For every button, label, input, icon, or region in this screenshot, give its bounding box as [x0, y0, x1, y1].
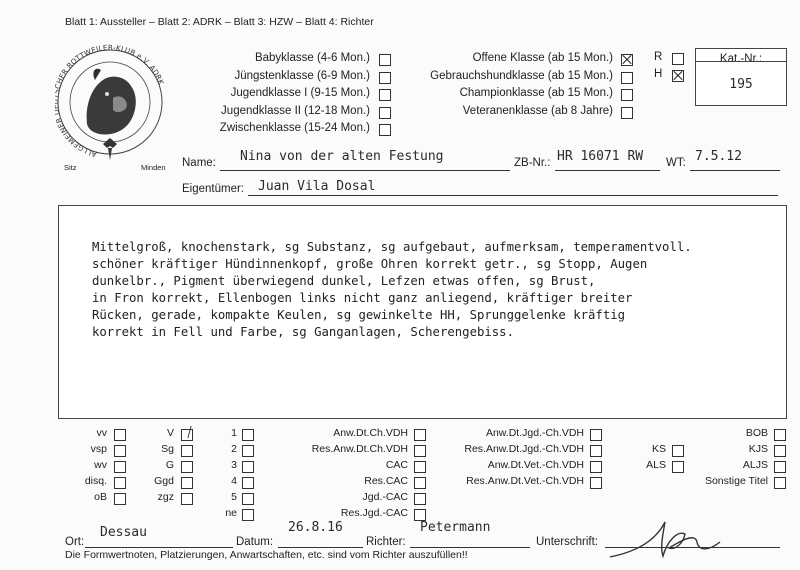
critique-line: Rücken, gerade, kompakte Keulen, sg gewinkelte HH, Sprunggelenke kräftig: [92, 308, 626, 322]
grades_col2-checkbox-zgz[interactable]: [181, 493, 193, 505]
grades_col2-label-ggd: Ggd: [154, 475, 174, 487]
grades_col2-label-v: V: [166, 427, 174, 439]
owner-value[interactable]: Juan Vila Dosal: [258, 179, 376, 194]
placings-label-1: 1: [231, 427, 237, 439]
titles_a-checkbox-anw-dt-ch-vdh[interactable]: [414, 429, 426, 441]
titles_b-checkbox-anw-dt-jgd-ch-vdh[interactable]: [590, 429, 602, 441]
titles_d-label-aljs: ALJS: [742, 459, 768, 471]
unterschrift-label: Unterschrift:: [536, 536, 598, 548]
grades_col2-label-g: G: [165, 459, 174, 471]
critique-line: in Fron korrekt, Ellenbogen links nicht ganz anliegend, kräftiger breiter: [92, 291, 633, 305]
placings-checkbox-2[interactable]: [242, 445, 254, 457]
titles_b-label-res-anw-dt-vet-ch-vdh: Res.Anw.Dt.Vet.-Ch.VDH: [466, 475, 584, 487]
adrk-logo: [55, 36, 165, 176]
grades_col1-checkbox-vsp[interactable]: [114, 445, 126, 457]
grades_col1-checkbox-disq[interactable]: [114, 477, 126, 489]
titles_b-checkbox-anw-dt-vet-ch-vdh[interactable]: [590, 461, 602, 473]
logo-ring-text: ALLGEMEINE HER ROTTWEILER-KLUB e.V. ADRK: [55, 42, 165, 160]
datum-value[interactable]: 26.8.16: [288, 520, 343, 535]
ort-label: Ort:: [65, 536, 85, 548]
class-label-championklasse-ab-15-mon: Championklasse (ab 15 Mon.): [459, 87, 613, 99]
sex-h-label: H: [654, 68, 663, 80]
zb-number-value[interactable]: HR 16071 RW: [557, 149, 644, 164]
titles_a-checkbox-cac[interactable]: [414, 461, 426, 473]
titles_a-label-jgd-cac: Jgd.-CAC: [362, 491, 408, 503]
titles_a-label-res-jgd-cac: Res.Jgd.-CAC: [340, 507, 408, 519]
grades_col2-checkbox-v[interactable]: [181, 429, 193, 441]
titles_d-label-sonstige-titel: Sonstige Titel: [704, 475, 768, 487]
titles_d-checkbox-kjs[interactable]: [774, 445, 786, 457]
titles_a-label-cac: CAC: [385, 459, 408, 471]
titles_a-checkbox-jgd-cac[interactable]: [414, 493, 426, 505]
class-label-j-ngstenklasse-6-9-mon: Jüngstenklasse (6-9 Mon.): [234, 69, 370, 82]
sheet-distribution-line: Blatt 1: Aussteller – Blatt 2: ADRK – Blatt 3: HZW – Blatt 4: Richter: [65, 16, 374, 28]
critique-box[interactable]: [58, 205, 787, 419]
katalog-box: [695, 48, 787, 106]
class-label-jugendklasse-ii-12-18-mon: Jugendklasse II (12-18 Mon.): [221, 104, 370, 117]
titles_b-checkbox-res-anw-dt-vet-ch-vdh[interactable]: [590, 477, 602, 489]
class-label-babyklasse-4-6-mon: Babyklasse (4-6 Mon.): [254, 52, 370, 64]
titles_c-checkbox-als[interactable]: [672, 461, 684, 473]
class-checkbox-gebrauchshundklasse-ab-15-mon[interactable]: [621, 72, 633, 84]
titles_c-label-ks: KS: [651, 443, 666, 455]
katalog-number[interactable]: 195: [729, 77, 753, 92]
sex-h-checkbox[interactable]: [672, 70, 684, 82]
ort-value[interactable]: Dessau: [100, 525, 147, 540]
grades_col1-label-ob: oB: [94, 491, 107, 503]
class-label-zwischenklasse-15-24-mon: Zwischenklasse (15-24 Mon.): [219, 122, 370, 134]
titles_d-label-kjs: KJS: [748, 443, 768, 455]
grades_col1-label-disq: disq.: [84, 475, 107, 487]
titles_a-label-res-anw-dt-ch-vdh: Res.Anw.Dt.Ch.VDH: [311, 443, 408, 455]
titles_d-checkbox-aljs[interactable]: [774, 461, 786, 473]
titles_a-checkbox-res-cac[interactable]: [414, 477, 426, 489]
grades_col1-checkbox-ob[interactable]: [114, 493, 126, 505]
name-label: Name:: [182, 157, 216, 169]
owner-label: Eigentümer:: [182, 183, 245, 195]
titles_b-checkbox-res-anw-dt-jgd-ch-vdh[interactable]: [590, 445, 602, 457]
class-label-offene-klasse-ab-15-mon: Offene Klasse (ab 15 Mon.): [472, 52, 613, 64]
placings-checkbox-3[interactable]: [242, 461, 254, 473]
titles_a-checkbox-res-anw-dt-ch-vdh[interactable]: [414, 445, 426, 457]
grades_col2-checkbox-g[interactable]: [181, 461, 193, 473]
placings-checkbox-ne[interactable]: [242, 509, 254, 521]
grades_col2-label-zgz: zgz: [157, 491, 174, 503]
titles_d-checkbox-sonstige-titel[interactable]: [774, 477, 786, 489]
titles_d-checkbox-bob[interactable]: [774, 429, 786, 441]
sex-r-label: R: [654, 51, 663, 63]
wt-value[interactable]: 7.5.12: [695, 149, 742, 164]
critique-line: schöner kräftiger Hündinnenkopf, große Ohren korrekt getr., sg Stopp, Augen: [92, 257, 648, 271]
zb-label: ZB-Nr.:: [514, 157, 551, 169]
titles_c-checkbox-ks[interactable]: [672, 445, 684, 457]
class-checkbox-zwischenklasse-15-24-mon[interactable]: [379, 124, 391, 136]
richter-value[interactable]: Petermann: [420, 520, 491, 535]
judge-signature[interactable]: [605, 512, 725, 567]
placings-checkbox-4[interactable]: [242, 477, 254, 489]
titles_b-label-anw-dt-jgd-ch-vdh: Anw.Dt.Jgd.-Ch.VDH: [485, 427, 584, 439]
class-checkbox-offene-klasse-ab-15-mon[interactable]: [621, 54, 633, 66]
katalog-label: Kat.-Nr.:: [719, 53, 763, 65]
placings-label-4: 4: [231, 475, 237, 487]
titles_b-label-anw-dt-vet-ch-vdh: Anw.Dt.Vet.-Ch.VDH: [487, 459, 584, 471]
titles_c-label-als: ALS: [646, 459, 666, 471]
dog-name-value[interactable]: Nina von der alten Festung: [240, 149, 444, 164]
grades_col1-label-vsp: vsp: [90, 443, 107, 455]
critique-text: [92, 239, 692, 341]
critique-line: korrekt in Fell und Farbe, sg Ganganlagen, Scherengebiss.: [92, 325, 514, 339]
logo-sitz: Sitz: [64, 163, 77, 172]
grades_col2-label-sg: Sg: [161, 443, 174, 455]
grades_col1-checkbox-wv[interactable]: [114, 461, 126, 473]
grades_col1-label-wv: wv: [94, 459, 107, 471]
sex-r-checkbox[interactable]: [672, 53, 684, 65]
placings-label-3: 3: [231, 459, 237, 471]
class-label-gebrauchshundklasse-ab-15-mon: Gebrauchshundklasse (ab 15 Mon.): [430, 69, 613, 82]
titles_d-label-bob: BOB: [745, 427, 768, 439]
class-checkbox-championklasse-ab-15-mon[interactable]: [621, 89, 633, 101]
titles_a-label-anw-dt-ch-vdh: Anw.Dt.Ch.VDH: [333, 427, 408, 439]
placings-label-2: 2: [231, 443, 237, 455]
placings-label-5: 5: [231, 491, 237, 503]
grades_col1-checkbox-vv[interactable]: [114, 429, 126, 441]
critique-line: Mittelgroß, knochenstark, sg Substanz, sg aufgebaut, aufmerksam, temperamentvoll.: [92, 240, 692, 254]
class-checkbox-j-ngstenklasse-6-9-mon[interactable]: [379, 72, 391, 84]
class-checkbox-babyklasse-4-6-mon[interactable]: [379, 54, 391, 66]
placings-checkbox-5[interactable]: [242, 493, 254, 505]
grades_col2-checkbox-sg[interactable]: [181, 445, 193, 457]
placings-label-ne: ne: [225, 507, 237, 519]
placings-checkbox-1[interactable]: [242, 429, 254, 441]
grades_col1-label-vv: vv: [96, 427, 107, 439]
titles_b-label-res-anw-dt-jgd-ch-vdh: Res.Anw.Dt.Jgd.-Ch.VDH: [464, 443, 584, 455]
logo-minden: Minden: [141, 163, 166, 172]
class-checkbox-jugendklasse-i-9-15-mon[interactable]: [379, 89, 391, 101]
class-checkbox-veteranenklasse-ab-8-jahre[interactable]: [621, 107, 633, 119]
wt-label: WT:: [666, 157, 686, 169]
class-label-veteranenklasse-ab-8-jahre: Veteranenklasse (ab 8 Jahre): [462, 104, 613, 117]
class-label-jugendklasse-i-9-15-mon: Jugendklasse I (9-15 Mon.): [230, 87, 370, 99]
critique-line: dunkelbr., Pigment überwiegend dunkel, Lefzen etwas offen, sg Brust,: [92, 274, 596, 288]
richter-label: Richter:: [366, 536, 406, 548]
class-checkbox-jugendklasse-ii-12-18-mon[interactable]: [379, 107, 391, 119]
datum-label: Datum:: [236, 536, 274, 548]
grades_col2-checkbox-ggd[interactable]: [181, 477, 193, 489]
footer-note: Die Formwertnoten, Platzierungen, Anwartschaften, etc. sind vom Richter auszufüllen!!: [65, 549, 468, 561]
titles_a-label-res-cac: Res.CAC: [364, 475, 408, 487]
